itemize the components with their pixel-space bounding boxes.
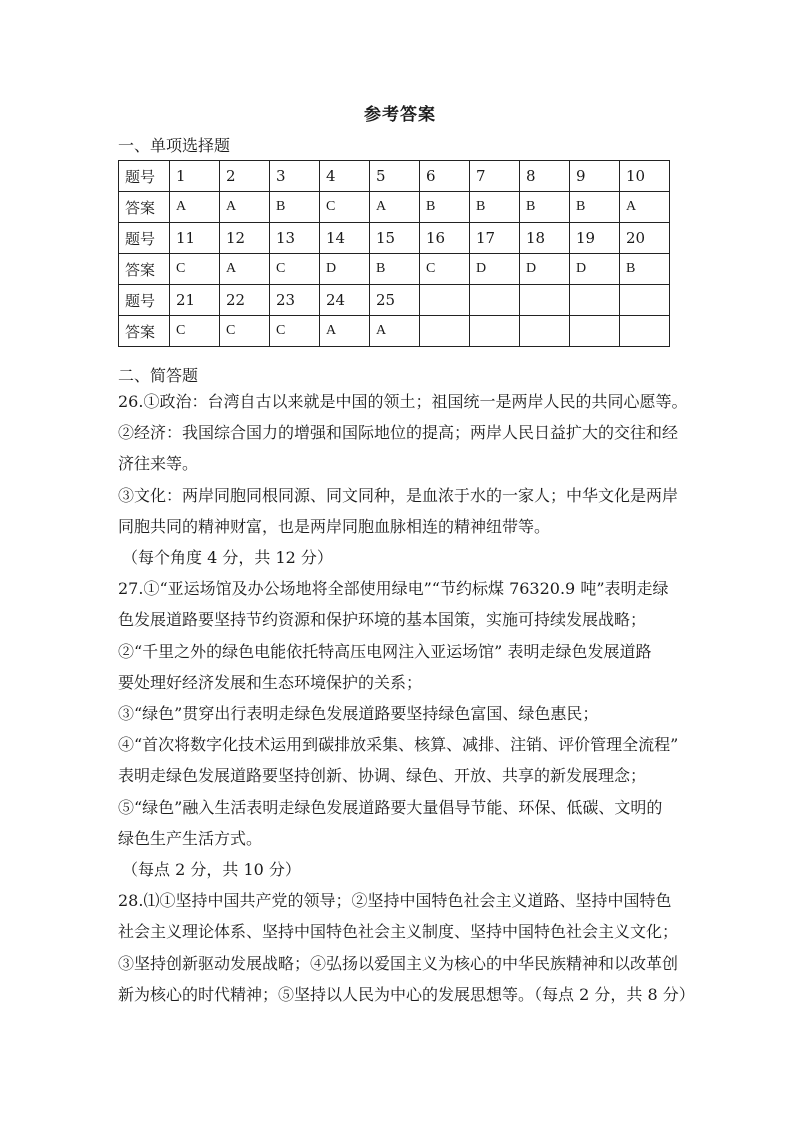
table-cell: C bbox=[170, 254, 220, 285]
table-cell: D bbox=[570, 254, 620, 285]
text-line: 27.①“亚运场馆及办公场地将全部使用绿电”“节约标煤 76320.9 吨”表明走绿 bbox=[118, 579, 669, 599]
table-cell bbox=[420, 316, 470, 347]
table-cell: C bbox=[270, 316, 320, 347]
text-line: ⑤“绿色”融入生活表明走绿色发展道路要大量倡导节能、环保、低碳、文明的 bbox=[118, 797, 663, 817]
table-cell: C bbox=[420, 254, 470, 285]
table-cell: C bbox=[220, 316, 270, 347]
table-cell: A bbox=[220, 192, 270, 223]
table-cell: D bbox=[470, 254, 520, 285]
text-line: 色发展道路要坚持节约资源和保护环境的基本国策，实施可持续发展战略； bbox=[118, 610, 647, 630]
table-row bbox=[119, 192, 670, 223]
answer-body bbox=[118, 386, 693, 1010]
table-cell: A bbox=[370, 192, 420, 223]
table-cell: 16 bbox=[420, 223, 470, 254]
table-cell bbox=[520, 285, 570, 316]
table-cell: 12 bbox=[220, 223, 270, 254]
table-cell: 2 bbox=[220, 161, 270, 192]
text-line: 表明走绿色发展道路要坚持创新、协调、绿色、开放、共享的新发展理念； bbox=[118, 766, 647, 786]
table-cell: 14 bbox=[320, 223, 370, 254]
table-cell: C bbox=[320, 192, 370, 223]
table-cell: 15 bbox=[370, 223, 420, 254]
page-title: 参考答案 bbox=[364, 105, 436, 125]
table-cell: 4 bbox=[320, 161, 370, 192]
table-cell: 8 bbox=[520, 161, 570, 192]
table-cell: B bbox=[370, 254, 420, 285]
table-cell: 24 bbox=[320, 285, 370, 316]
text-line: ④“首次将数字化技术运用到碳排放采集、核算、减排、注销、评价管理全流程” bbox=[118, 735, 679, 755]
row-label: 答案 bbox=[119, 192, 170, 223]
text-line: 26.①政治：台湾自古以来就是中国的领土；祖国统一是两岸人民的共同心愿等。 bbox=[118, 392, 688, 411]
table-cell: 11 bbox=[170, 223, 220, 254]
table-cell: A bbox=[220, 254, 270, 285]
table-cell: D bbox=[520, 254, 570, 285]
table-row bbox=[119, 161, 670, 192]
table-cell: B bbox=[620, 254, 670, 285]
answer-table bbox=[118, 160, 670, 347]
text-line: ③文化：两岸同胞同根同源、同文同种，是血浓于水的一家人；中华文化是两岸 bbox=[118, 485, 679, 505]
table-cell bbox=[570, 285, 620, 316]
table-cell: 7 bbox=[470, 161, 520, 192]
table-cell: C bbox=[270, 254, 320, 285]
text-line: 新为核心的时代精神；⑤坚持以人民为中心的发展思想等。（每点 2 分，共 8 分） bbox=[118, 984, 695, 1004]
table-row bbox=[119, 254, 670, 285]
table-row bbox=[119, 316, 670, 347]
table-cell: 25 bbox=[370, 285, 420, 316]
row-label: 答案 bbox=[119, 254, 170, 285]
table-cell: B bbox=[470, 192, 520, 223]
table-cell: B bbox=[520, 192, 570, 223]
table-cell bbox=[470, 316, 520, 347]
text-line: ②经济：我国综合国力的增强和国际地位的提高；两岸人民日益扩大的交往和经 bbox=[118, 423, 679, 443]
table-cell: 20 bbox=[620, 223, 670, 254]
table-cell: 5 bbox=[370, 161, 420, 192]
text-line: ③“绿色”贯穿出行表明走绿色发展道路要坚持绿色富国、绿色惠民； bbox=[118, 704, 599, 724]
text-line: 同胞共同的精神财富，也是两岸同胞血脉相连的精神纽带等。 bbox=[118, 516, 551, 536]
table-cell: 17 bbox=[470, 223, 520, 254]
text-line: （每个角度 4 分，共 12 分） bbox=[122, 548, 333, 568]
table-row bbox=[119, 223, 670, 254]
table-cell: B bbox=[270, 192, 320, 223]
text-line: 要处理好经济发展和生态环境保护的关系； bbox=[118, 672, 423, 692]
table-cell bbox=[620, 285, 670, 316]
table-cell: A bbox=[620, 192, 670, 223]
table-cell bbox=[570, 316, 620, 347]
table-cell: 23 bbox=[270, 285, 320, 316]
text-line: 28.⑴①坚持中国共产党的领导；②坚持中国特色社会主义道路、坚持中国特色 bbox=[118, 891, 672, 911]
row-label: 答案 bbox=[119, 316, 170, 347]
row-label: 题号 bbox=[119, 285, 170, 316]
text-line: ②“千里之外的绿色电能依托特高压电网注入亚运场馆” 表明走绿色发展道路 bbox=[118, 641, 652, 661]
table-cell: D bbox=[320, 254, 370, 285]
section-heading-choice: 一、单项选择题 bbox=[118, 136, 231, 155]
row-label: 题号 bbox=[119, 161, 170, 192]
table-cell: 13 bbox=[270, 223, 320, 254]
table-cell: 6 bbox=[420, 161, 470, 192]
text-line: ③坚持创新驱动发展战略；④弘扬以爱国主义为核心的中华民族精神和以改革创 bbox=[118, 953, 679, 973]
row-label: 题号 bbox=[119, 223, 170, 254]
section-heading-short-answer: 二、简答题 bbox=[118, 366, 199, 385]
text-line: （每点 2 分，共 10 分） bbox=[122, 860, 301, 880]
table-cell: A bbox=[320, 316, 370, 347]
table-cell: A bbox=[370, 316, 420, 347]
table-cell bbox=[620, 316, 670, 347]
text-line: 济往来等。 bbox=[118, 454, 199, 474]
text-line: 社会主义理论体系、坚持中国特色社会主义制度、坚持中国特色社会主义文化； bbox=[118, 922, 679, 942]
table-cell: C bbox=[170, 316, 220, 347]
table-cell bbox=[420, 285, 470, 316]
table-cell: 22 bbox=[220, 285, 270, 316]
table-cell: 1 bbox=[170, 161, 220, 192]
table-cell: 19 bbox=[570, 223, 620, 254]
table-cell: 3 bbox=[270, 161, 320, 192]
table-cell: 10 bbox=[620, 161, 670, 192]
table-cell: B bbox=[570, 192, 620, 223]
table-cell: 9 bbox=[570, 161, 620, 192]
table-cell: B bbox=[420, 192, 470, 223]
table-cell: 21 bbox=[170, 285, 220, 316]
table-cell: 18 bbox=[520, 223, 570, 254]
table-cell: A bbox=[170, 192, 220, 223]
table-row bbox=[119, 285, 670, 316]
text-line: 绿色生产生活方式。 bbox=[118, 828, 263, 848]
table-cell bbox=[470, 285, 520, 316]
table-cell bbox=[520, 316, 570, 347]
